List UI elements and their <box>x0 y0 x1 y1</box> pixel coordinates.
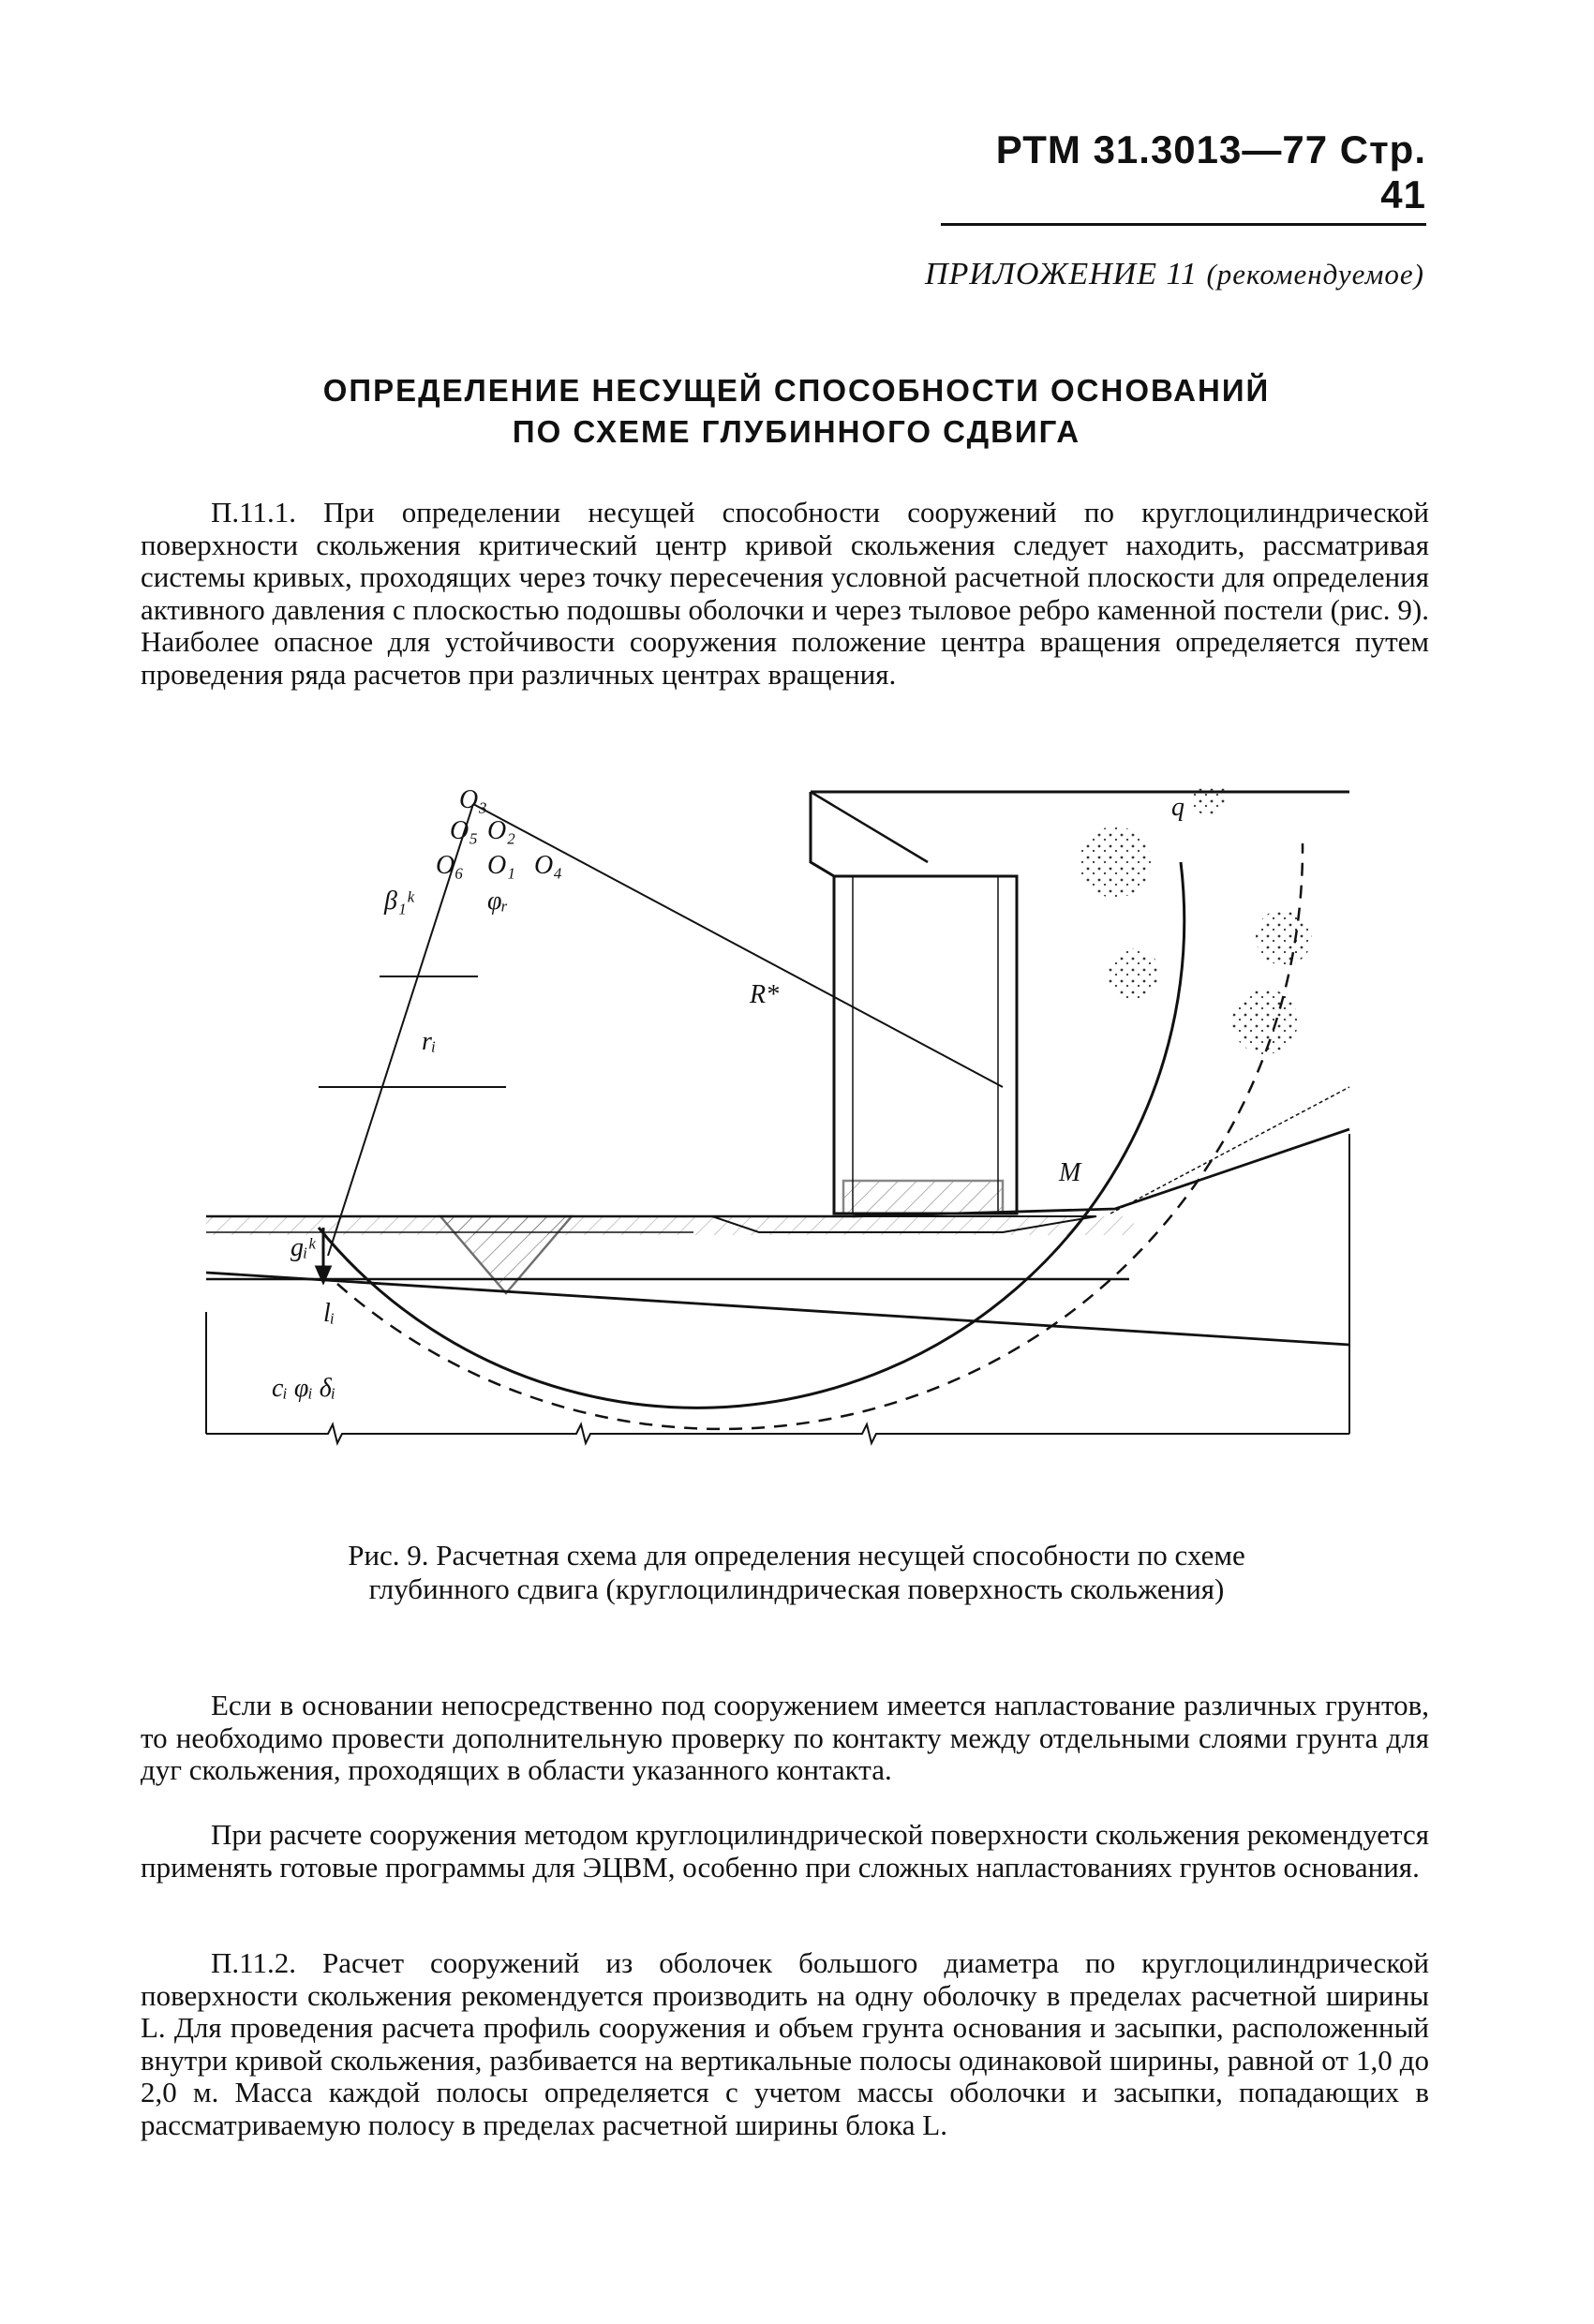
slip-arcs <box>319 843 1303 1429</box>
appendix-note: (рекомендуемое) <box>1206 258 1424 290</box>
caption-line-1: Рис. 9. Расчетная схема для определения несущей способности по схеме <box>348 1539 1245 1572</box>
appendix-number: ПРИЛОЖЕНИЕ 11 <box>925 257 1198 291</box>
section-title-line-1: ОПРЕДЕЛЕНИЕ НЕСУЩЕЙ СПОСОБНОСТИ ОСНОВАНИЙ <box>322 373 1271 408</box>
label-r-i: rᵢ <box>422 1027 437 1056</box>
label-l-i: lᵢ <box>323 1299 335 1328</box>
figure-slip-circle-diagram <box>197 787 1387 1509</box>
label-g-i: gᵢᵏ <box>290 1233 316 1262</box>
section-title <box>187 370 1406 453</box>
label-o1: O₁ <box>487 851 515 880</box>
caption-line-2: глубинного сдвига (круглоцилиндрическая поверхность скольжения) <box>368 1572 1225 1605</box>
label-soil-params: cᵢ φᵢ δᵢ <box>272 1374 336 1403</box>
section-title-line-2: ПО СХЕМЕ ГЛУБИННОГО СДВИГА <box>512 414 1081 449</box>
label-r-star: R* <box>750 980 780 1009</box>
backfill-dots <box>1080 787 1312 1054</box>
figure-caption <box>187 1539 1406 1606</box>
label-o6: O₆ <box>436 851 464 880</box>
paragraph-programs: При расчете сооружения методом круглоцилиндрической поверхности скольжения рекомендуется применять готовые программы для ЭЦВМ, особенно при сложных напластованиях грунтов основания. <box>141 1818 1429 1884</box>
figure-labels <box>272 787 1184 1403</box>
label-o2: O₂ <box>487 816 515 845</box>
label-q: q <box>1171 793 1184 822</box>
appendix-label <box>825 257 1424 292</box>
label-phi: φᵣ <box>487 886 509 916</box>
label-o3: O₃ <box>459 787 487 814</box>
label-beta: β₁ᵏ <box>384 886 414 916</box>
paragraph-11-2: П.11.2. Расчет сооружений из оболочек большого диаметра по круглоцилиндрической поверхности скольжения рекомендуется производить на одну оболочку в пределах расчетной ширины L. Для проведения расчета профиль сооружения и объем грунта основания и засыпки, расположенный внутри кривой скольжения, разбивается на вертикальные полосы одинаковой ширины, равной от 1,0 до 2,0 м. Масса каждой полосы определяется с учетом массы оболочки и засыпки, попадающих в рассматриваемую полосу в пределах расчетной ширины блока L. <box>141 1946 1429 2141</box>
label-o5: O₅ <box>450 816 478 845</box>
paragraph-layers: Если в основании непосредственно под сооружением имеется напластование различных грунтов, то необходимо провести дополнительную проверку по контакту между отдельными слоями грунта для дуг скольжения, проходящих в области указанного контакта. <box>141 1689 1429 1786</box>
paragraph-11-1: П.11.1. При определении несущей способности сооружений по круглоцилиндрической поверхности скольжения критический центр кривой скольжения следует находить, рассматривая системы кривых, проходящих через точку пересечения условной расчетной плоскости для определения активного давления с плоскостью подошвы оболочки и через тыловое ребро каменной постели (рис. 9). Наиболее опасное для устойчивости сооружения положение центра вращения определяется путем проведения ряда расчетов при различных центрах вращения. <box>141 496 1429 691</box>
label-o4: O₄ <box>534 851 562 880</box>
label-m: M <box>1059 1158 1081 1187</box>
page-header: РТМ 31.3013—77 Стр. 41 <box>941 127 1426 226</box>
